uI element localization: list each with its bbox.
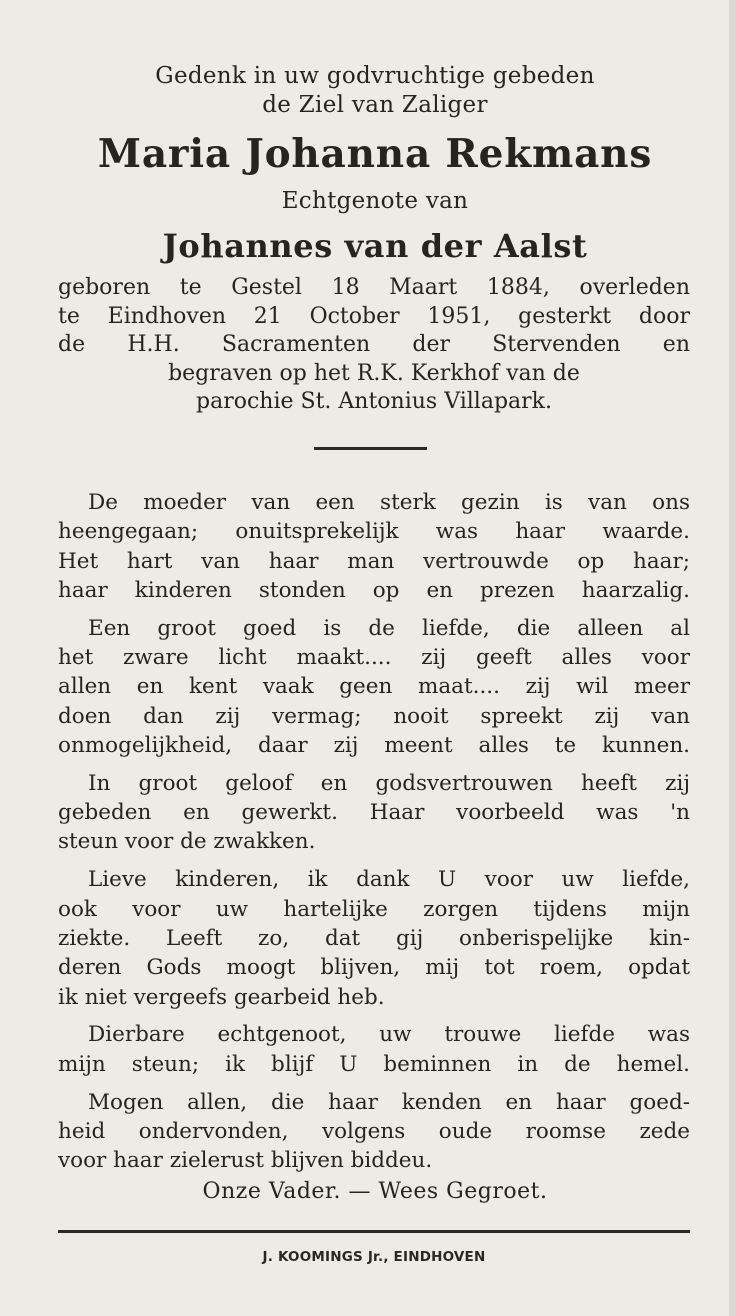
paragraph-1 <box>58 488 690 605</box>
closing-prayer: Onze Vader. — Wees Gegroet. <box>202 1179 548 1204</box>
text-line: Lieve kinderen, ik dank U voor uw liefde, <box>88 867 690 893</box>
text-line: De moeder van een sterk gezin is van ons <box>88 490 690 515</box>
biography-line: geboren te Gestel 18 Maart 1884, overleden <box>58 275 690 300</box>
text-line: ziekte. Leeft zo, dat gij onberispelijke kin- <box>58 925 690 951</box>
text-line: het zware licht maakt.... zij geeft alles voor <box>58 645 690 671</box>
text-line: ik niet vergeefs gearbeid heb. <box>58 984 385 1010</box>
footer-rule <box>58 1230 690 1233</box>
biography-line: de H.H. Sacramenten der Stervenden en <box>58 332 690 357</box>
text-line: doen dan zij vermag; nooit spreekt zij van <box>58 703 690 729</box>
short-divider <box>314 447 427 450</box>
intro-line-1: Gedenk in uw godvruchtige gebeden <box>155 63 595 89</box>
biography-line: parochie St. Antonius Villapark. <box>196 389 552 414</box>
text-line: Een groot goed is de liefde, die alleen al <box>88 615 690 641</box>
biography <box>58 274 690 417</box>
memorial-text <box>58 488 690 1184</box>
paragraph-5 <box>58 1020 690 1079</box>
paragraph-4 <box>58 865 690 1011</box>
text-line: ook voor uw hartelijke zorgen tijdens mijn <box>58 896 690 922</box>
biography-line: te Eindhoven 21 October 1951, gesterkt door <box>58 303 690 329</box>
spouse-name: Johannes van der Aalst <box>162 227 588 265</box>
text-line: voor haar zielerust blijven biddeu. <box>58 1148 433 1174</box>
text-line: deren Gods moogt blijven, mij tot roem, opdat <box>58 955 690 981</box>
text-line: Mogen allen, die haar kenden en haar goed- <box>88 1089 690 1115</box>
text-line: gebeden en gewerkt. Haar voorbeeld was 'n <box>58 800 690 826</box>
intro-line-2: de Ziel van Zaliger <box>262 92 488 118</box>
deceased-name: Maria Johanna Rekmans <box>97 131 653 177</box>
text-line: heengegaan; onuitsprekelijk was haar waarde. <box>58 519 690 545</box>
paragraph-2 <box>58 614 690 760</box>
text-line: steun voor de zwakken. <box>58 829 316 855</box>
text-line: onmogelijkheid, daar zij meent alles te kunnen. <box>58 732 690 758</box>
printer-imprint: J. KOOMINGS Jr., EINDHOVEN <box>262 1249 486 1265</box>
text-line: allen en kent vaak geen maat.... zij wil meer <box>58 674 690 700</box>
text-line: heid ondervonden, volgens oude roomse zede <box>58 1118 690 1144</box>
text-line: haar kinderen stonden op en prezen haarzalig. <box>58 577 690 603</box>
text-line: mijn steun; ik blijf U beminnen in de hemel. <box>58 1051 690 1077</box>
text-line: Het hart van haar man vertrouwde op haar; <box>58 548 690 574</box>
paragraph-3 <box>58 769 690 857</box>
text-line: Dierbare echtgenoot, uw trouwe liefde was <box>88 1022 690 1048</box>
text-line: In groot geloof en godsvertrouwen heeft zij <box>88 770 690 796</box>
spouse-label: Echtgenote van <box>281 188 469 214</box>
paragraph-6 <box>58 1088 690 1176</box>
biography-line: begraven op het R.K. Kerkhof van de <box>168 360 580 386</box>
